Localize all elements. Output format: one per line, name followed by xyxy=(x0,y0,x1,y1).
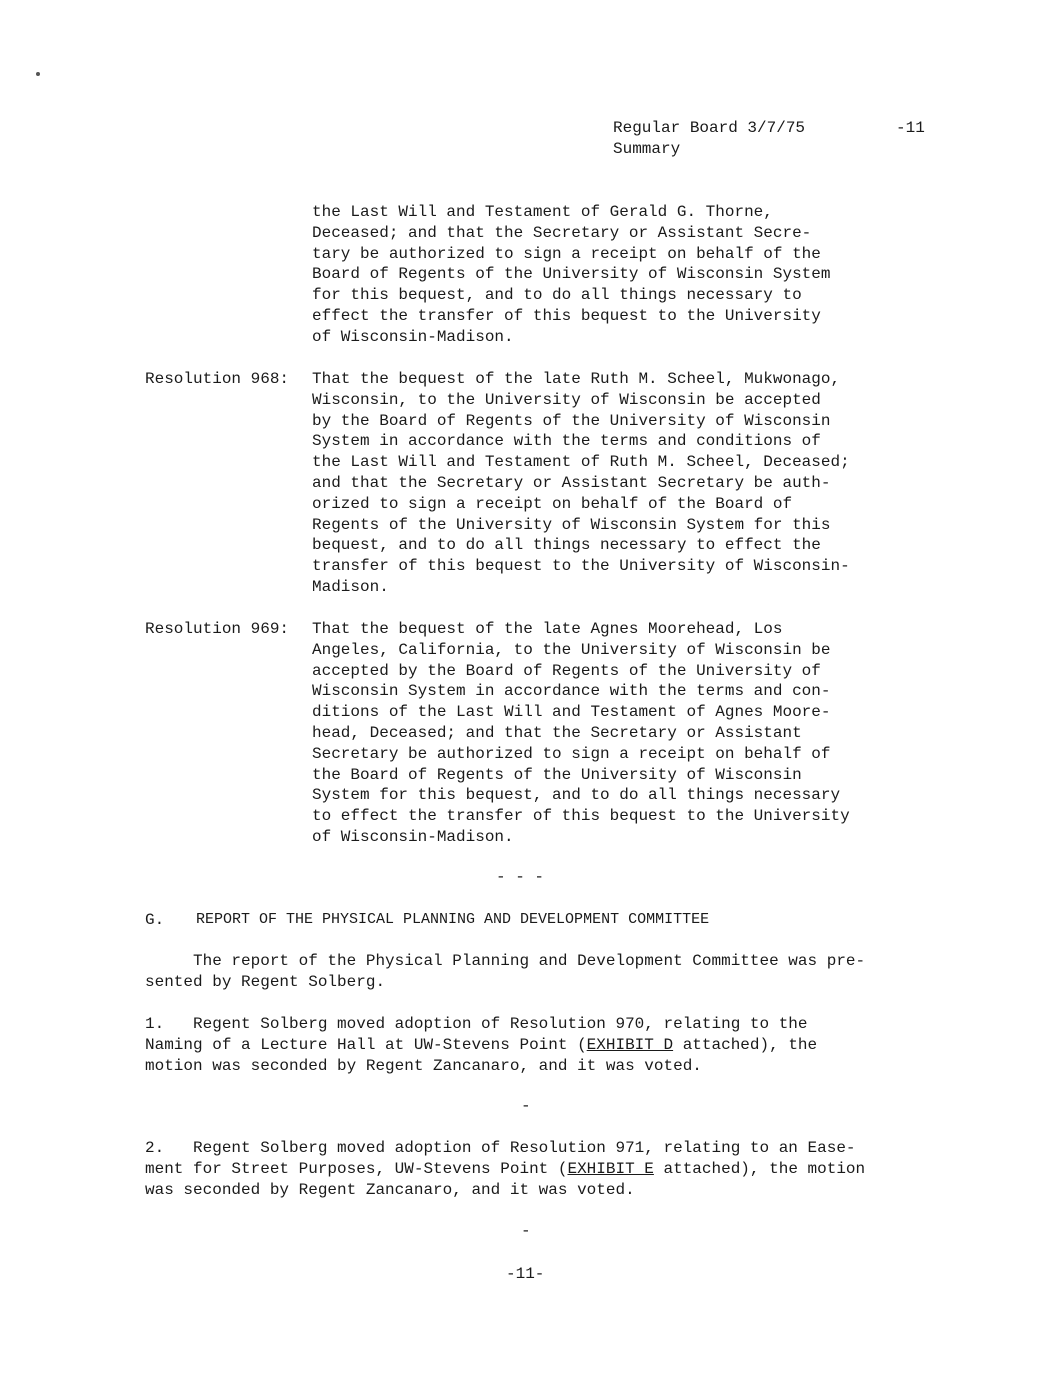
resolution-969-line: Angeles, California, to the University of Wisconsin be xyxy=(312,640,831,659)
header-title-line1: Regular Board 3/7/75 xyxy=(613,119,806,137)
resolution-968-line: orized to sign a receipt on behalf of the Board of xyxy=(312,494,793,513)
header-page-ref: -11 xyxy=(896,119,925,137)
resolution-969-line: Wisconsin System in accordance with the terms and con- xyxy=(312,682,831,701)
resolution-969-line: head, Deceased; and that the Secretary or Assistant xyxy=(312,724,802,742)
carryover-line: for this bequest, and to do all things necessary to xyxy=(312,286,802,305)
motion-item-1-text: Naming of a Lecture Hall at UW-Stevens Point ( xyxy=(145,1036,587,1054)
resolution-968-label: Resolution 968: xyxy=(145,370,290,388)
resolution-969-line: to effect the transfer of this bequest to the University xyxy=(312,807,850,826)
page-number: -11- xyxy=(506,1265,545,1283)
resolution-968-line: Regents of the University of Wisconsin System for this xyxy=(312,515,831,534)
resolution-969-line: System for this bequest, and to do all things necessary xyxy=(312,786,841,805)
motion-item-1-line: 1. Regent Solberg moved adoption of Resolution 970, relating to the xyxy=(145,1015,808,1033)
resolution-968-line: bequest, and to do all things necessary to effect the xyxy=(312,536,821,555)
motion-item-2-text: attached), the motion xyxy=(653,1160,866,1178)
resolution-968-line: Madison. xyxy=(312,578,389,596)
resolution-968-line: and that the Secretary or Assistant Secretary be auth- xyxy=(312,474,831,492)
resolution-969-line: of Wisconsin-Madison. xyxy=(312,828,514,846)
resolution-969-line: accepted by the Board of Regents of the University of xyxy=(312,661,821,680)
carryover-line: effect the transfer of this bequest to the University xyxy=(312,307,821,325)
motion-item-2-line xyxy=(145,1159,865,1179)
dash-separator: - xyxy=(521,1097,531,1115)
resolution-968-line: transfer of this bequest to the University of Wisconsin- xyxy=(312,557,850,576)
motion-item-1-line xyxy=(145,1035,817,1055)
section-separator: - - - xyxy=(496,868,545,886)
resolution-968-line: Wisconsin, to the University of Wisconsin be accepted xyxy=(312,390,821,409)
section-g-intro-line: The report of the Physical Planning and Development Committee was pre- xyxy=(145,952,866,970)
section-g-intro-line: sented by Regent Solberg. xyxy=(145,973,386,991)
resolution-969-line: ditions of the Last Will and Testament of Agnes Moore- xyxy=(312,703,831,722)
resolution-969-line: That the bequest of the late Agnes Moorehead, Los xyxy=(312,620,783,638)
margin-mark xyxy=(36,72,40,76)
carryover-line: Board of Regents of the University of Wisconsin System xyxy=(312,265,831,284)
motion-item-2-text: ment for Street Purposes, UW-Stevens Point ( xyxy=(145,1160,568,1178)
section-g-heading: REPORT OF THE PHYSICAL PLANNING AND DEVELOPMENT COMMITTEE xyxy=(196,911,710,928)
resolution-968-line: by the Board of Regents of the University of Wisconsin xyxy=(312,411,831,430)
motion-item-2-line: 2. Regent Solberg moved adoption of Resolution 971, relating to an Ease- xyxy=(145,1139,856,1157)
exhibit-d-reference: EXHIBIT D xyxy=(586,1036,674,1054)
motion-item-1-line: motion was seconded by Regent Zancanaro, and it was voted. xyxy=(145,1057,702,1075)
carryover-line: tary be authorized to sign a receipt on behalf of the xyxy=(312,244,821,263)
dash-separator: - xyxy=(521,1222,531,1240)
section-g-letter: G. xyxy=(145,911,165,929)
resolution-969-line: Secretary be authorized to sign a receipt on behalf of xyxy=(312,744,831,763)
header-title-line2: Summary xyxy=(613,140,681,158)
resolution-968-line: That the bequest of the late Ruth M. Scheel, Mukwonago, xyxy=(312,370,841,388)
resolution-968-line: the Last Will and Testament of Ruth M. Scheel, Deceased; xyxy=(312,453,850,472)
resolution-969-line: the Board of Regents of the University of Wisconsin xyxy=(312,765,802,784)
resolution-969-label: Resolution 969: xyxy=(145,620,290,638)
resolution-968-line: System in accordance with the terms and conditions of xyxy=(312,432,821,451)
carryover-line: the Last Will and Testament of Gerald G. Thorne, xyxy=(312,203,773,221)
motion-item-1-text: attached), the xyxy=(673,1036,818,1054)
carryover-line: Deceased; and that the Secretary or Assistant Secre- xyxy=(312,223,812,242)
carryover-line: of Wisconsin-Madison. xyxy=(312,327,514,346)
exhibit-e-reference: EXHIBIT E xyxy=(567,1160,654,1178)
motion-item-2-line: was seconded by Regent Zancanaro, and it was voted. xyxy=(145,1181,635,1199)
